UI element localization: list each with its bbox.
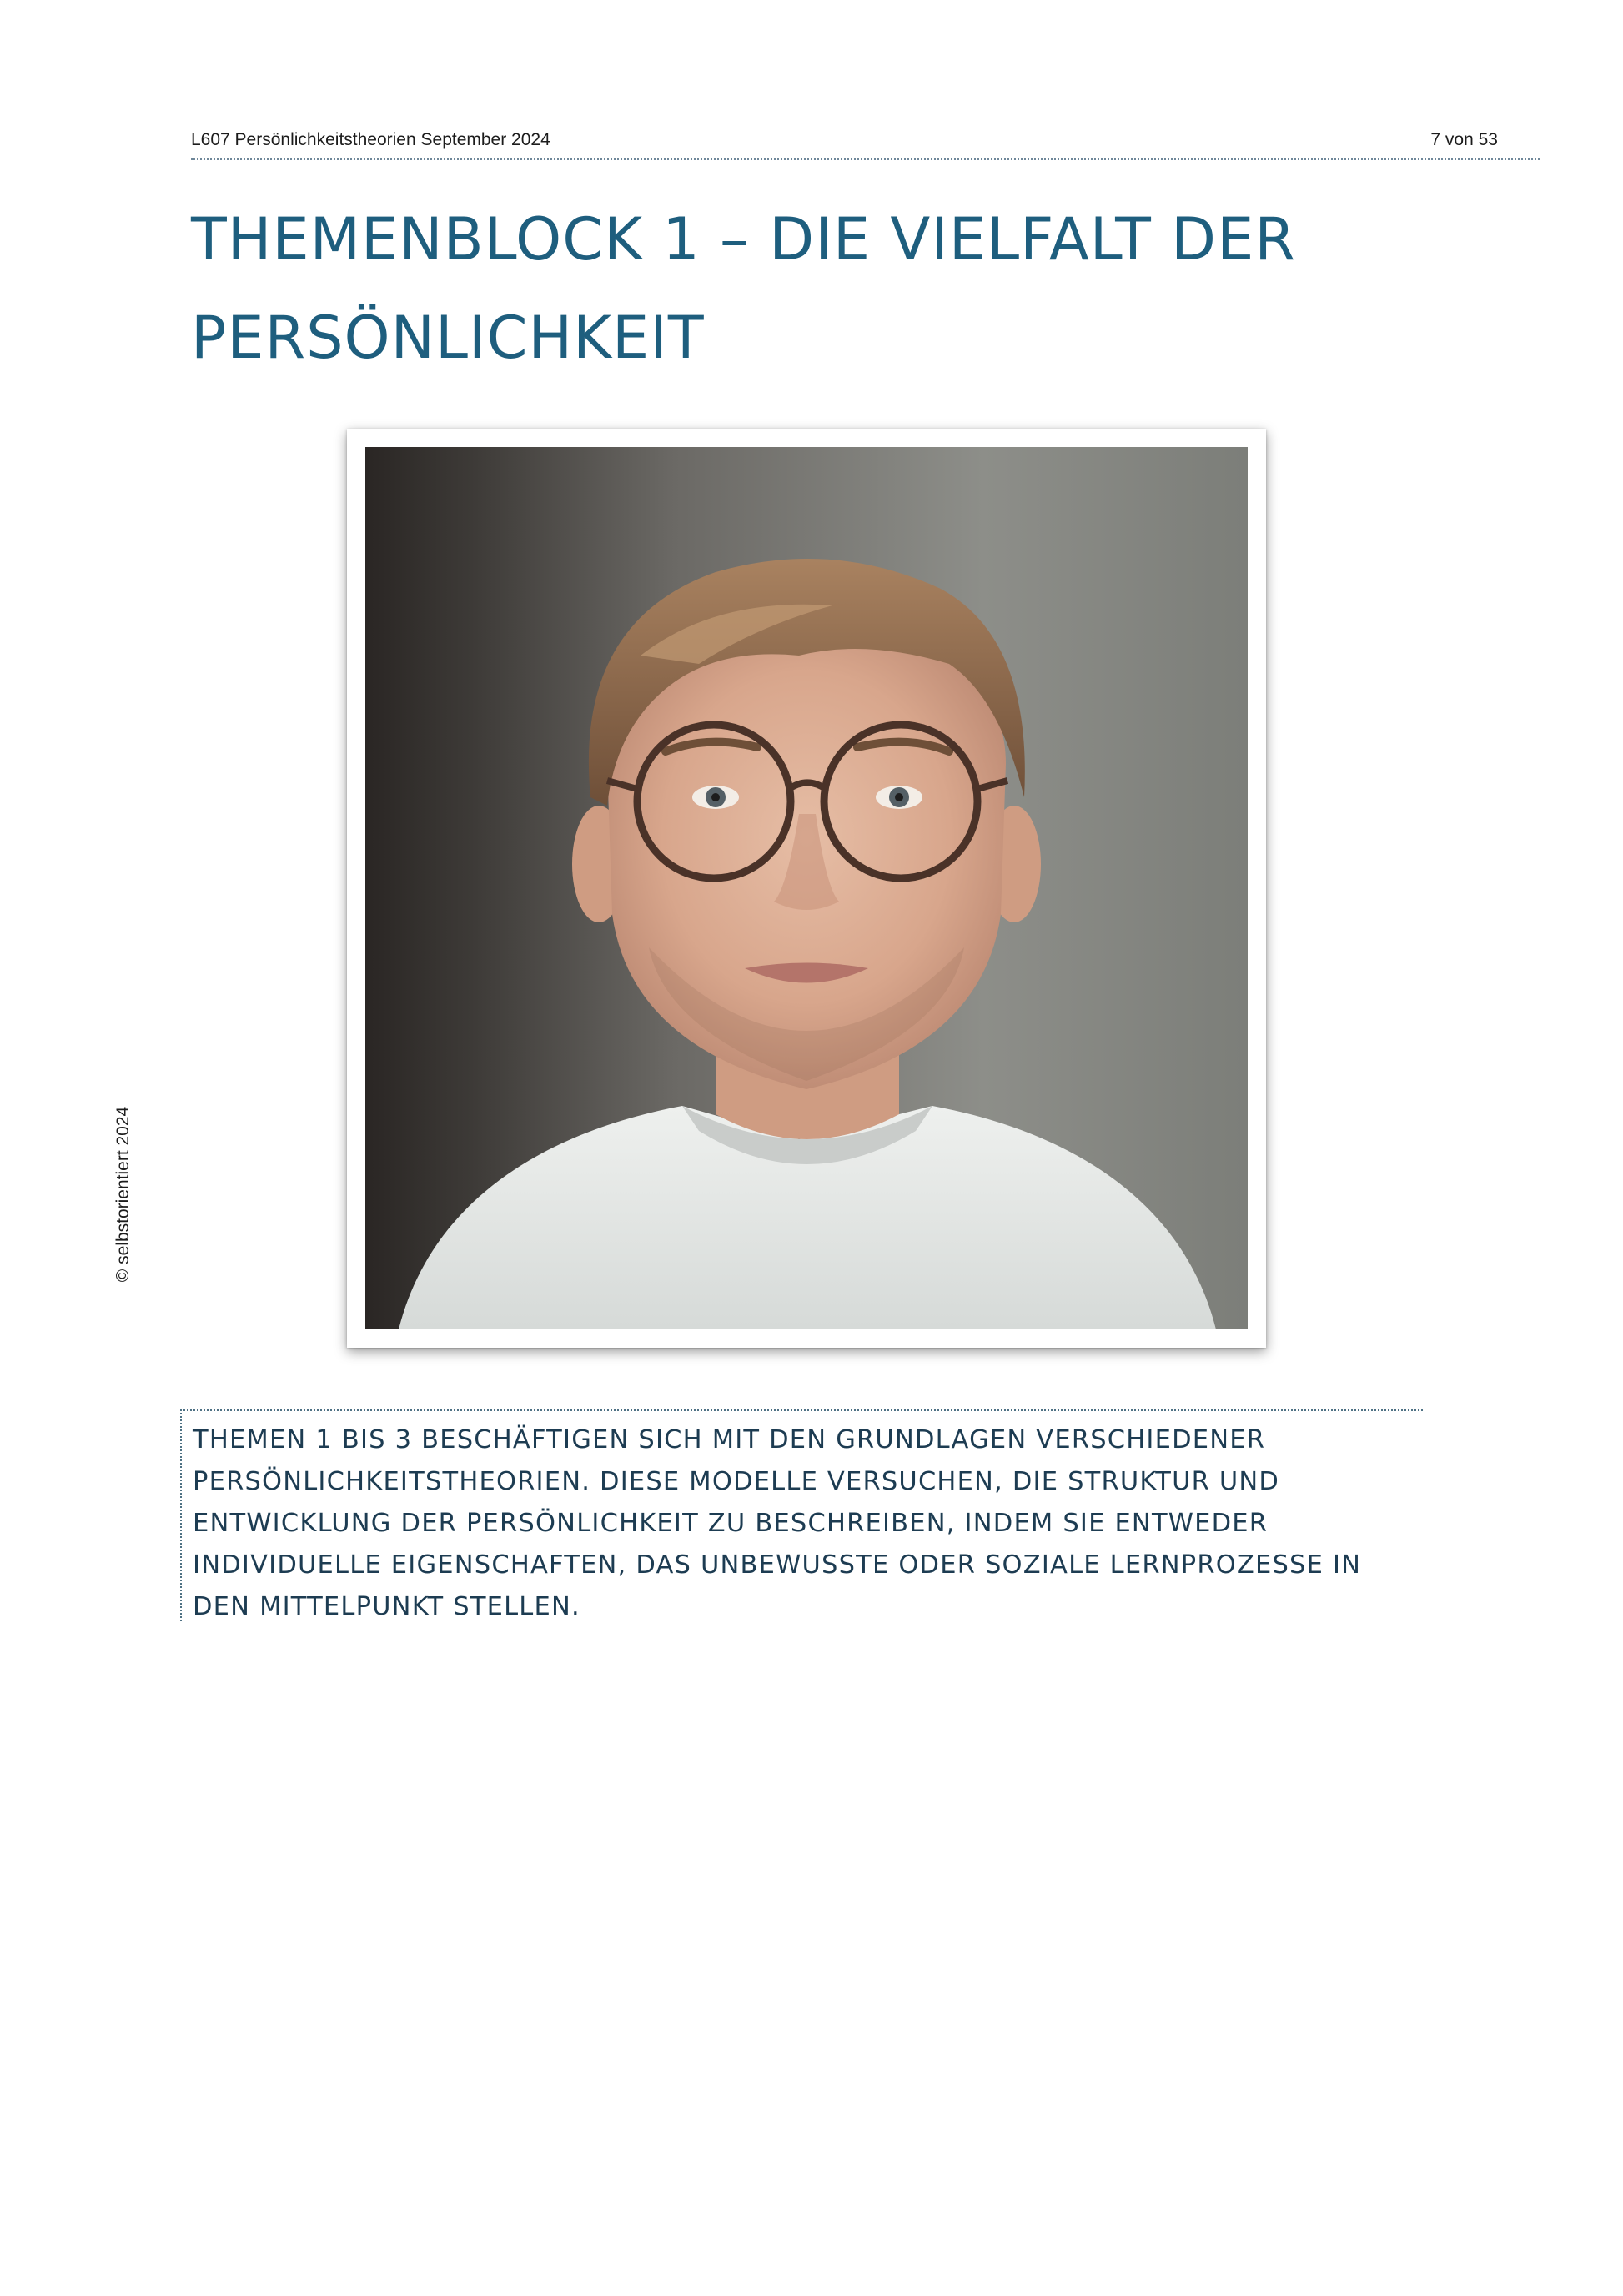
callout-line: ENTWICKLUNG DER PERSÖNLICHKEIT ZU BESCHREIBEN, INDEM SIE ENTWEDER <box>193 1509 1269 1538</box>
page-header <box>191 128 1540 160</box>
document-title: L607 Persönlichkeitstheorien September 2024 <box>191 130 550 149</box>
portrait-photo-frame <box>347 429 1266 1348</box>
callout-line: INDIVIDUELLE EIGENSCHAFTEN, DAS UNBEWUSSTE ODER SOZIALE LERNPROZESSE IN <box>193 1550 1362 1580</box>
page-number: 7 von 53 <box>1430 130 1498 149</box>
page-title: THEMENBLOCK 1 – DIE VIELFALT DER PERSÖNLICHKEIT <box>191 205 1296 372</box>
intro-callout-box <box>180 1409 1423 1621</box>
copyright-note: © selbstorientiert 2024 <box>113 1106 133 1283</box>
portrait-photo <box>365 447 1248 1329</box>
intro-callout-text <box>193 1419 1427 1628</box>
callout-line: PERSÖNLICHKEITSTHEORIEN. DIESE MODELLE VERSUCHEN, DIE STRUKTUR UND <box>193 1467 1280 1496</box>
callout-line: DEN MITTELPUNKT STELLEN. <box>193 1592 580 1621</box>
callout-line: THEMEN 1 BIS 3 BESCHÄFTIGEN SICH MIT DEN GRUNDLAGEN VERSCHIEDENER <box>193 1425 1266 1454</box>
